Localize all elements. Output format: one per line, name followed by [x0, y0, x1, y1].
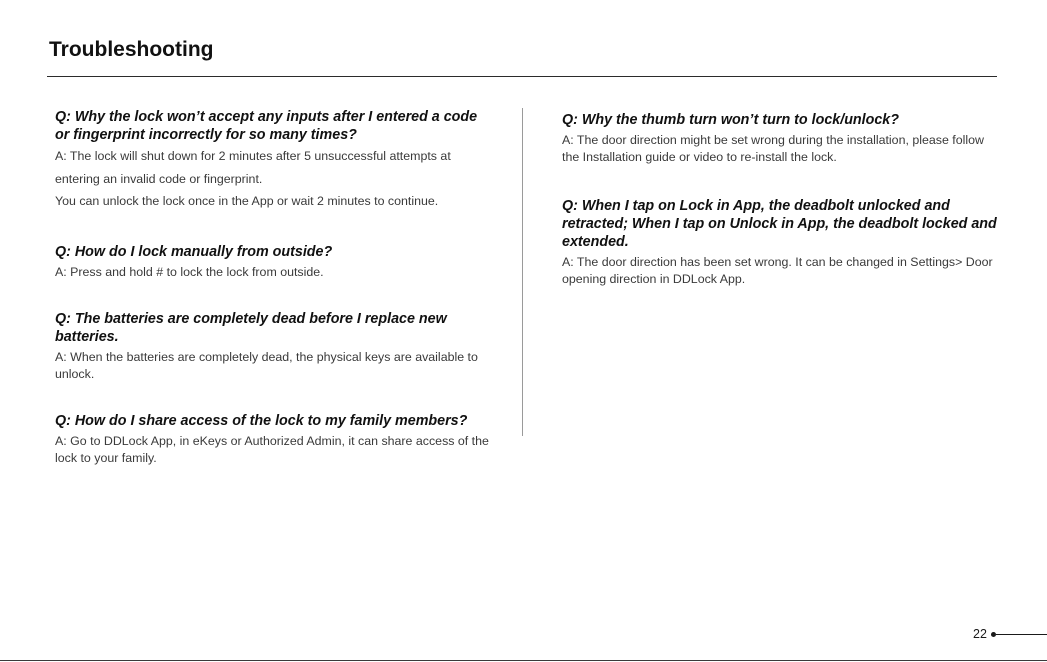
faq-item-manual-lock — [55, 243, 495, 281]
faq-answer-line: A: Press and hold # to lock the lock from outside. — [55, 264, 324, 279]
page-title: Troubleshooting — [49, 38, 214, 61]
faq-answer-line: A: The door direction has been set wrong. It can be changed in Settings> Door opening direction in DDLock App. — [562, 255, 993, 286]
page-number: 22 — [973, 627, 987, 641]
faq-item-door-direction — [562, 197, 997, 287]
faq-item-thumb-turn — [562, 111, 997, 165]
faq-right-column — [562, 111, 997, 287]
faq-answer — [562, 254, 997, 287]
faq-answer-line: A: The door direction might be set wrong during the installation, please follow the Installation guide or video to re-install the lock. — [562, 133, 984, 164]
faq-answer — [55, 145, 495, 213]
faq-answer — [55, 264, 495, 281]
faq-item-input-lockout — [55, 108, 495, 213]
faq-question: Q: How do I lock manually from outside? — [55, 243, 333, 260]
faq-answer-line: A: The lock will shut down for 2 minutes after 5 unsuccessful attempts at entering an invalid code or fingerprint. — [55, 149, 451, 186]
faq-item-dead-batteries — [55, 310, 495, 382]
faq-answer-line: A: Go to DDLock App, in eKeys or Authorized Admin, it can share access of the lock to your family. — [55, 434, 489, 465]
faq-item-share-access — [55, 412, 495, 466]
faq-left-column — [55, 108, 495, 466]
faq-answer-line: You can unlock the lock once in the App or wait 2 minutes to continue. — [55, 194, 439, 208]
faq-answer-line: A: When the batteries are completely dead, the physical keys are available to unlock. — [55, 350, 478, 381]
faq-answer — [55, 349, 495, 382]
faq-question: Q: Why the thumb turn won’t turn to lock/unlock? — [562, 112, 899, 128]
faq-question: Q: How do I share access of the lock to my family members? — [55, 413, 468, 429]
faq-question: Q: The batteries are completely dead before I replace new batteries. — [55, 311, 447, 345]
page-number-rule — [996, 634, 1047, 635]
faq-answer — [562, 132, 997, 165]
bottom-divider — [0, 660, 1047, 661]
faq-answer — [55, 433, 495, 466]
faq-question: Q: Why the lock won’t accept any inputs after I entered a code or fingerprint incorrectly for so many times? — [55, 109, 478, 143]
title-divider — [47, 76, 997, 77]
faq-question: Q: When I tap on Lock in App, the deadbolt unlocked and retracted; When I tap on Unlock in App, the deadbolt locked and extended. — [562, 198, 997, 250]
column-divider — [522, 108, 523, 436]
